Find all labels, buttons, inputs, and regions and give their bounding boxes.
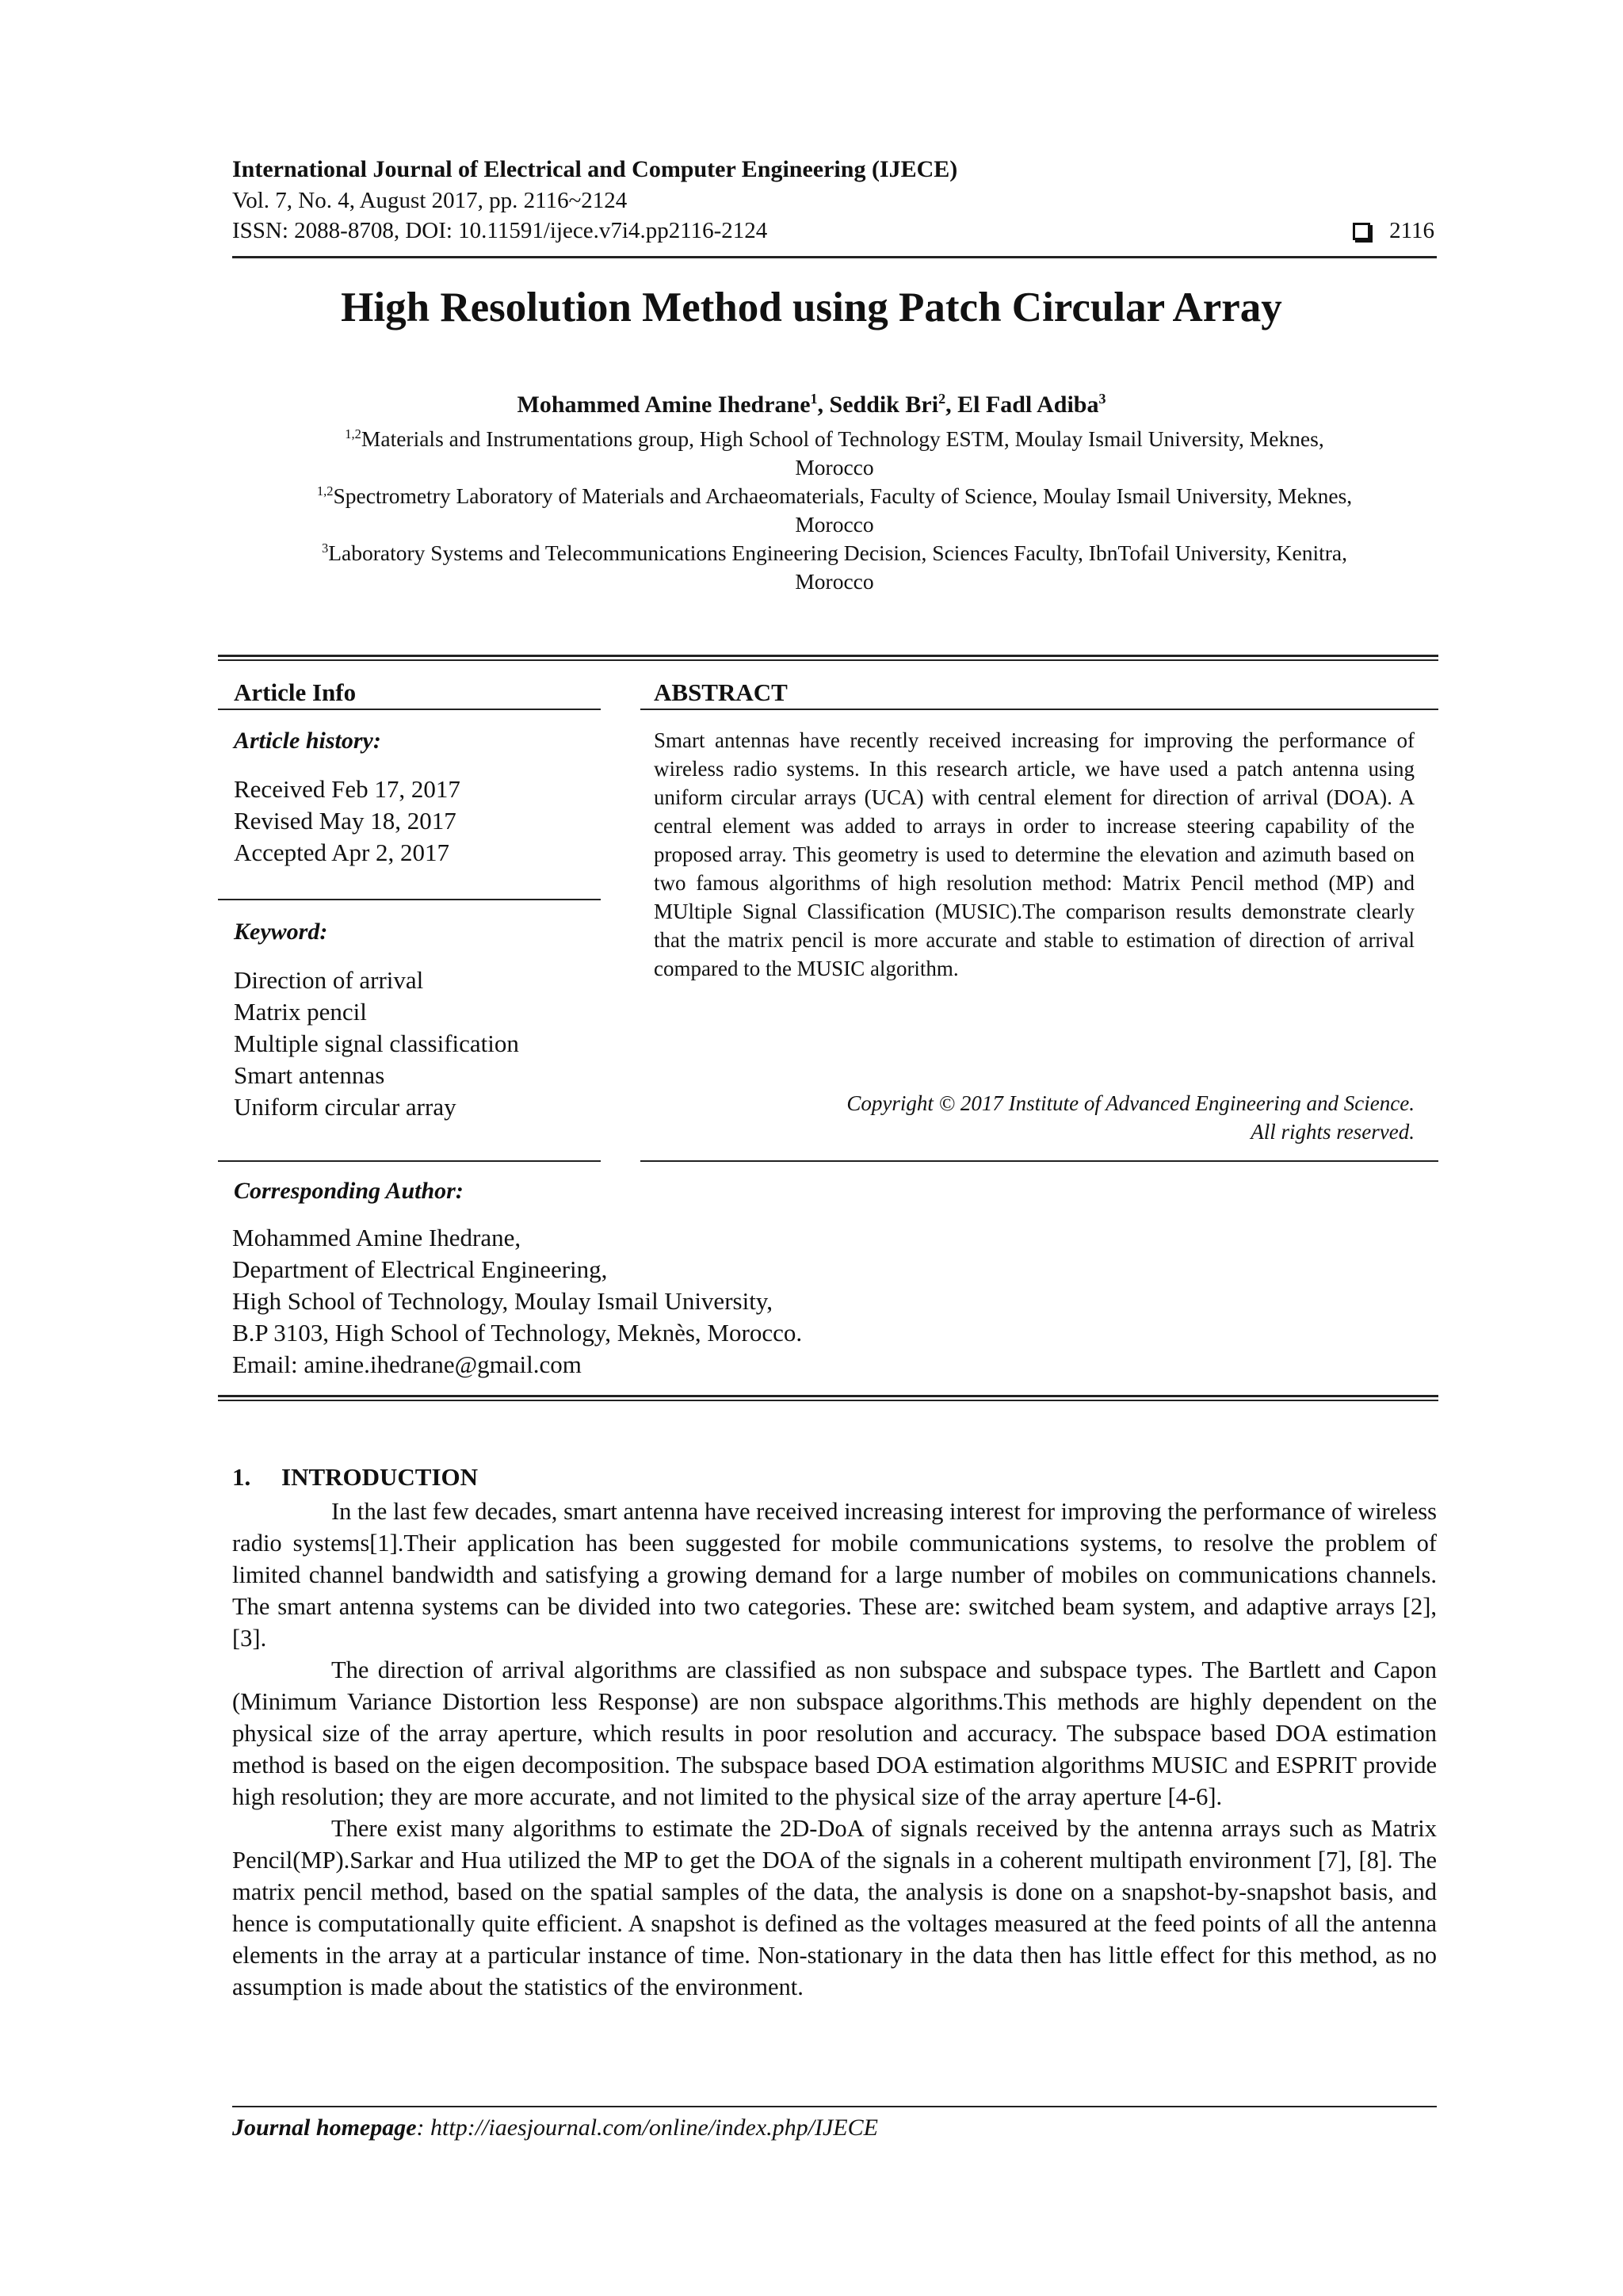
history-item: Accepted Apr 2, 2017 bbox=[234, 839, 450, 866]
paper-title: High Resolution Method using Patch Circular Array bbox=[341, 285, 1282, 330]
author-sep: , bbox=[817, 392, 830, 418]
abstract-heading: ABSTRACT bbox=[654, 678, 788, 706]
history-item: Received Feb 17, 2017 bbox=[234, 775, 460, 803]
paragraph: The direction of arrival algorithms are classified as non subspace and subspace types. The Bartlett and Capon (Minimum Variance Distortion less Response) are non subspace algorithms.This methods are highly dependent on the physical size of the array aperture, which results in poor resolution and accuracy. The subspace based DOA estimation method is based on the eigen decomposition. The subspace based DOA estimation algorithms MUSIC and ESPRIT provide high resolution; they are more accurate, and not limited to the physical size of the array aperture [4-6]. bbox=[232, 1656, 1437, 1810]
journal-homepage bbox=[232, 2115, 878, 2141]
page-number-block bbox=[1353, 218, 1434, 244]
journal-issn: ISSN: 2088-8708, DOI: 10.11591/ijece.v7i4.pp2116-2124 bbox=[232, 218, 768, 243]
keyword-rule bbox=[218, 1160, 601, 1162]
affiliation-country: Morocco bbox=[795, 455, 874, 479]
corresponding-line: High School of Technology, Moulay Ismail University, bbox=[232, 1287, 773, 1315]
paragraph: There exist many algorithms to estimate the 2D-DoA of signals received by the antenna arrays such as Matrix Pencil(MP).Sarkar and Hua utilized the MP to get the DOA of the signals in a coherent multipath environment [7], [8]. The matrix pencil method, based on the spatial samples of the data, the analysis is done on a snapshot-by-snapshot basis, and hence is computationally quite efficient. A snapshot is defined as the voltages measured at the feed points of all the antenna elements in the array at a particular instance of time. Non-stationary in the data then has little effect for this method, as no assumption is made about the statistics of the environment. bbox=[232, 1815, 1437, 2000]
paragraph: In the last few decades, smart antenna have received increasing interest for improving the performance of wireless radio systems[1].Their application has been suggested for mobile communications systems, to resolve the problem of limited channel bandwidth and satisfying a growing demand for a large number of mobiles on communications channels. The smart antenna systems can be divided into two categories. These are: switched beam system, and adaptive arrays [2], [3]. bbox=[232, 1498, 1437, 1652]
affiliation-country: Morocco bbox=[795, 512, 874, 537]
article-info-heading: Article Info bbox=[234, 678, 357, 706]
affiliation-country: Morocco bbox=[795, 569, 874, 594]
article-info-rule bbox=[218, 709, 601, 710]
abstract-text: Smart antennas have recently received increasing for improving the performance of wireless radio systems. In this research article, we have used a patch antenna using uniform circular arrays (UCA) with central element for direction of arrival (DOA). A central element was added to arrays in order to increase steering capability of the proposed array. This geometry is used to determine the elevation and azimuth based on two famous algorithms of high resolution method: Matrix Pencil method (MP) and MUltiple Signal Classification (MUSIC).The comparison results demonstrate clearly that the matrix pencil is more accurate and stable to estimation of direction of arrival compared to the MUSIC algorithm. bbox=[654, 728, 1415, 980]
keyword-heading: Keyword: bbox=[234, 919, 328, 945]
affiliation bbox=[232, 539, 1437, 596]
checkbox-icon bbox=[1353, 223, 1370, 240]
info-box-bottom-rule bbox=[218, 1395, 1438, 1397]
abstract-rule bbox=[640, 709, 1438, 710]
author-name: Seddik Bri bbox=[829, 392, 939, 418]
author-sup: 1 bbox=[810, 391, 818, 407]
info-box-top-rule bbox=[218, 655, 1438, 657]
rights-line: All rights reserved. bbox=[1251, 1120, 1415, 1144]
keyword-list bbox=[234, 965, 519, 1123]
keyword-item: Uniform circular array bbox=[234, 1093, 456, 1121]
affiliation-sup: 3 bbox=[321, 540, 329, 556]
author-sup: 3 bbox=[1098, 391, 1106, 407]
footer-colon: : bbox=[416, 2115, 425, 2141]
introduction-body bbox=[232, 1496, 1437, 2003]
author-sup: 2 bbox=[938, 391, 946, 407]
affiliation-sup: 1,2 bbox=[345, 426, 361, 441]
affiliation-text: Laboratory Systems and Telecommunications Engineering Decision, Sciences Faculty, IbnTofail University, Kenitra, bbox=[328, 541, 1348, 565]
article-history bbox=[234, 774, 460, 869]
info-box-top-rule bbox=[218, 659, 1438, 661]
keyword-item: Direction of arrival bbox=[234, 966, 424, 994]
affiliation bbox=[232, 482, 1437, 539]
footer-label: Journal homepage bbox=[232, 2115, 417, 2141]
footer-rule bbox=[232, 2106, 1437, 2107]
introduction-heading: 1. INTRODUCTION bbox=[232, 1463, 479, 1491]
corresponding-heading: Corresponding Author: bbox=[234, 1178, 464, 1204]
page-number: 2116 bbox=[1389, 218, 1434, 243]
journal-title: International Journal of Electrical and Computer Engineering (IJECE) bbox=[232, 156, 958, 182]
keyword-item: Smart antennas bbox=[234, 1061, 385, 1089]
affiliation-text: Materials and Instrumentations group, High School of Technology ESTM, Moulay Ismail University, Meknes, bbox=[361, 426, 1324, 451]
corresponding-line: B.P 3103, High School of Technology, Meknès, Morocco. bbox=[232, 1319, 803, 1347]
affiliation bbox=[232, 425, 1437, 482]
author-name: El Fadl Adiba bbox=[957, 392, 1099, 418]
history-item: Revised May 18, 2017 bbox=[234, 807, 456, 835]
info-box-bottom-rule bbox=[218, 1400, 1438, 1401]
keyword-item: Multiple signal classification bbox=[234, 1030, 519, 1057]
affiliation-sup: 1,2 bbox=[316, 483, 334, 499]
corresponding-email: Email: amine.ihedrane@gmail.com bbox=[232, 1350, 582, 1378]
keyword-item: Matrix pencil bbox=[234, 998, 367, 1026]
author-sep: , bbox=[945, 392, 958, 418]
history-rule bbox=[218, 899, 601, 900]
header-rule bbox=[232, 256, 1437, 258]
corresponding-line: Mohammed Amine Ihedrane, bbox=[232, 1224, 521, 1251]
affiliation-text: Spectrometry Laboratory of Materials and Archaeomaterials, Faculty of Science, Moulay Ismail University, Meknes, bbox=[333, 483, 1353, 508]
article-history-heading: Article history: bbox=[234, 728, 381, 754]
copyright-line: Copyright © 2017 Institute of Advanced Engineering and Science. bbox=[846, 1091, 1415, 1115]
author-list bbox=[0, 392, 1623, 418]
footer-url[interactable]: http://iaesjournal.com/online/index.php/IJECE bbox=[424, 2115, 878, 2141]
corresponding-details bbox=[232, 1222, 802, 1381]
author-name: Mohammed Amine Ihedrane bbox=[517, 392, 811, 418]
abstract-bottom-rule bbox=[640, 1160, 1438, 1162]
corresponding-line: Department of Electrical Engineering, bbox=[232, 1255, 608, 1283]
journal-volume: Vol. 7, No. 4, August 2017, pp. 2116~2124 bbox=[232, 188, 628, 213]
